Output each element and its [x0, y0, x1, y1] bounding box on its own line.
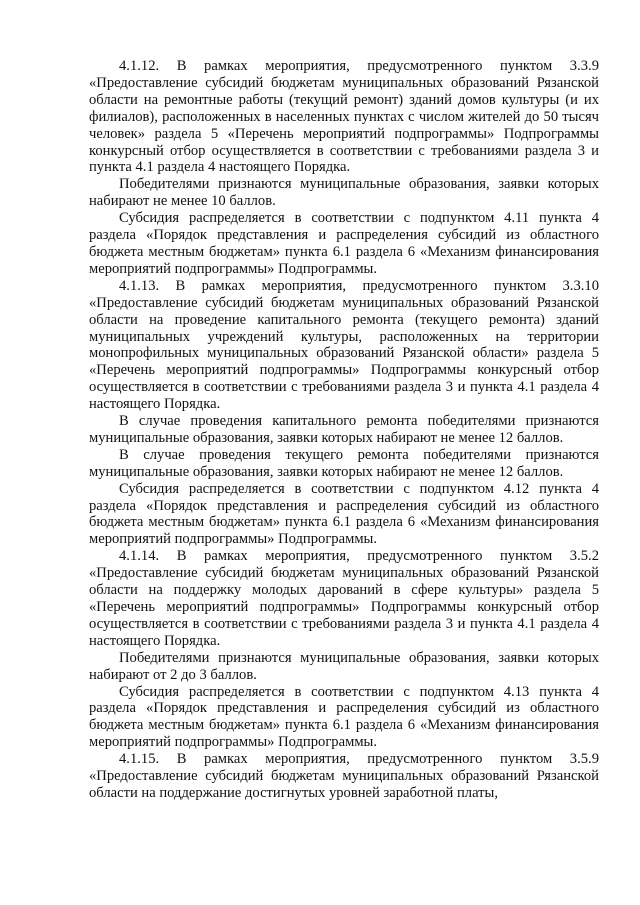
paragraph-4-1-13: 4.1.13. В рамках мероприятия, предусмотренного пунктом 3.3.10 «Предоставление субсидий бюджетам муниципальных образований Рязанской области на проведение капитального ремонта (текущего ремонта) зданий муниципальных учреждений культуры, расположенных на территории монопрофильных муниципальных образований Рязанской области» раздела 5 «Перечень мероприятий подпрограммы» Подпрограммы конкурсный отбор осуществляется в соответствии с требованиями раздела 3 и пункта 4.1 раздела 4 настоящего Порядка. — [89, 277, 599, 413]
paragraph-4-1-14: 4.1.14. В рамках мероприятия, предусмотренного пунктом 3.5.2 «Предоставление субсидий бюджетам муниципальных образований Рязанской области на поддержку молодых дарований в сфере культуры» раздела 5 «Перечень мероприятий подпрограммы» Подпрограммы конкурсный отбор осуществляется в соответствии с требованиями раздела 3 и пункта 4.1 раздела 4 настоящего Порядка. — [89, 548, 599, 649]
paragraph-capital-repair-winners: В случае проведения капитального ремонта победителями признаются муниципальные образования, заявки которых набирают не менее 12 баллов. — [89, 413, 599, 446]
paragraph-winners-10-points: Победителями признаются муниципальные образования, заявки которых набирают не менее 10 баллов. — [89, 176, 599, 210]
paragraph-subsidy-4-12: Субсидия распределяется в соответствии с подпунктом 4.12 пункта 4 раздела «Порядок представления и распределения субсидий из областного бюджета местным бюджетам» пункта 6.1 раздела 6 «Механизм финансирования мероприятий подпрограммы» Подпрограммы. — [89, 480, 599, 548]
paragraph-winners-2-3-points: Победителями признаются муниципальные образования, заявки которых набирают от 2 до 3 баллов. — [89, 649, 599, 683]
paragraph-4-1-15: 4.1.15. В рамках мероприятия, предусмотренного пунктом 3.5.9 «Предоставление субсидий бюджетам муниципальных образований Рязанской области на поддержание достигнутых уровней заработной платы, — [89, 751, 599, 801]
paragraph-current-repair-winners: В случае проведения текущего ремонта победителями признаются муниципальные образования, заявки которых набирают не менее 12 баллов. — [89, 446, 599, 480]
paragraph-subsidy-4-13: Субсидия распределяется в соответствии с подпунктом 4.13 пункта 4 раздела «Порядок представления и распределения субсидий из областного бюджета местным бюджетам» пункта 6.1 раздела 6 «Механизм финансирования мероприятий подпрограммы» Подпрограммы. — [89, 683, 599, 751]
paragraph-subsidy-4-11: Субсидия распределяется в соответствии с подпунктом 4.11 пункта 4 раздела «Порядок представления и распределения субсидий из областного бюджета местным бюджетам» пункта 6.1 раздела 6 «Механизм финансирования мероприятий подпрограммы» Подпрограммы. — [89, 210, 599, 277]
paragraph-4-1-12: 4.1.12. В рамках мероприятия, предусмотренного пунктом 3.3.9 «Предоставление субсидий бюджетам муниципальных образований Рязанской области на ремонтные работы (текущий ремонт) зданий домов культуры (и их филиалов), расположенных в населенных пунктах с числом жителей до 50 тысяч человек» раздела 5 «Перечень мероприятий подпрограммы» Подпрограммы конкурсный отбор осуществляется в соответствии с требованиями раздела 3 и пункта 4.1 раздела 4 настоящего Порядка. — [89, 58, 599, 176]
document-page — [89, 58, 599, 802]
